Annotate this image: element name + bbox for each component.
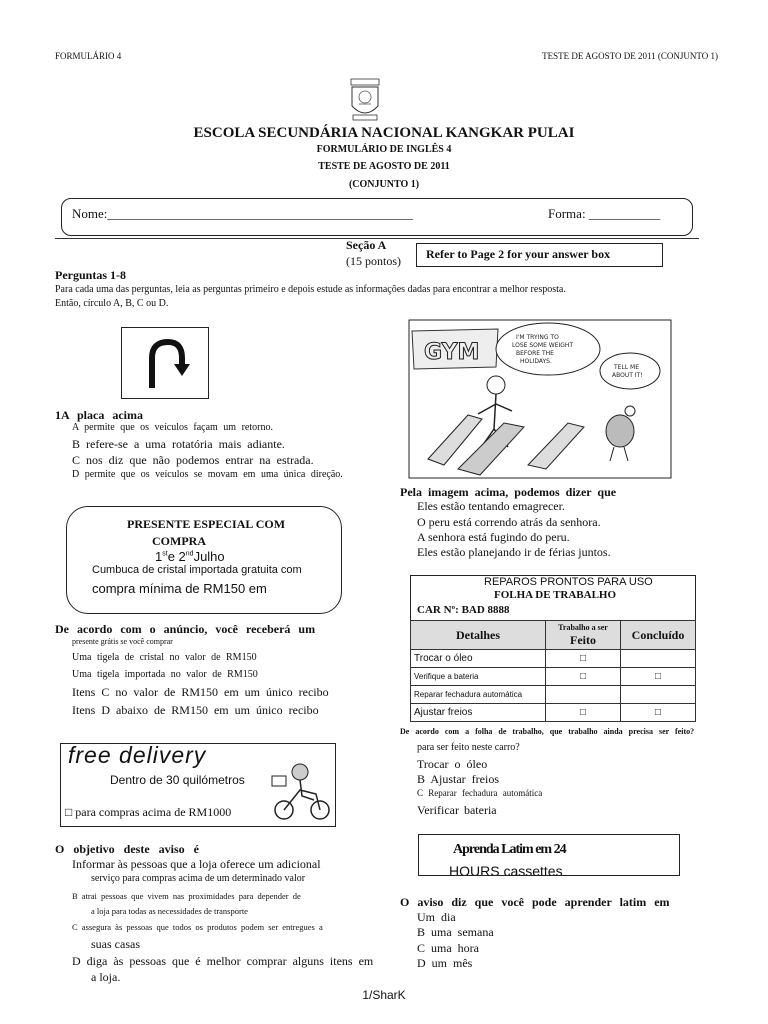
q6-option-a[interactable]: Um dia	[417, 910, 456, 924]
section-points: (15 pontos)	[346, 254, 401, 268]
q4-option-a[interactable]: Trocar o óleo	[417, 757, 488, 771]
set-title: (CONJUNTO 1)	[348, 179, 420, 190]
ad-line5: compra mínima de RM150 em	[92, 581, 267, 596]
delivery-line1: Dentro de 30 quilómetros	[110, 773, 245, 787]
q4-stem: De acordo com a folha de trabalho, que trabalho ainda precisa ser feito?	[400, 727, 695, 736]
ad-line1: PRESENTE ESPECIAL COM	[127, 517, 286, 531]
table-row: Trocar o óleo □	[411, 650, 696, 668]
table-row: Ajustar freios □ □	[411, 704, 696, 722]
q3-option-b[interactable]: Uma tigela importada no valor de RM150	[72, 669, 258, 680]
q3-option-c[interactable]: Itens C no valor de RM150 em um único recibo	[72, 685, 329, 699]
q4-option-b[interactable]: B Ajustar freios	[417, 772, 499, 786]
test-title: TESTE DE AGOSTO DE 2011	[318, 161, 450, 172]
svg-text:TELL ME: TELL ME	[614, 364, 640, 371]
q3-stem: De acordo com o anúncio, você receberá um	[55, 622, 316, 636]
header-right: TESTE DE AGOSTO DE 2011 (CONJUNTO 1)	[542, 51, 718, 61]
refer-text: Refer to Page 2 for your answer box	[426, 247, 611, 261]
q1-option-c[interactable]: C nos diz que não podemos entrar na estrada.	[72, 453, 314, 467]
q3-stem2: presente grátis se você comprar	[72, 637, 173, 646]
checkbox-icon: □	[621, 704, 696, 722]
table-row: Reparar fechadura automática	[411, 686, 696, 704]
section-title: Seção A	[346, 238, 387, 252]
name-field[interactable]: Nome:_______________________________________________	[72, 206, 413, 221]
checkbox-icon: □	[546, 650, 621, 668]
q5-option-b-cont: a loja para todas as necessidades de transporte	[91, 906, 248, 916]
q4-stem2: para ser feito neste carro?	[417, 742, 520, 753]
table-row: Verifique a bateria □ □	[411, 668, 696, 686]
jobsheet-title2: FOLHA DE TRABALHO	[494, 589, 617, 601]
q2-option-d[interactable]: Eles estão planejando ir de férias juntos.	[417, 545, 611, 559]
q6-option-b[interactable]: B uma semana	[417, 925, 494, 939]
form-field[interactable]: Forma: ___________	[548, 206, 661, 221]
q4-option-c[interactable]: C Reparar fechadura automática	[417, 788, 543, 798]
ad-line4: Cumbuca de cristal importada gratuita com	[92, 564, 302, 576]
latin-title: Aprenda Latim em 24	[453, 842, 566, 857]
col-to-do: Trabalho a ser Feito	[546, 621, 621, 650]
school-crest-icon	[349, 78, 381, 122]
school-name: ESCOLA SECUNDÁRIA NACIONAL KANGKAR PULAI	[193, 125, 575, 141]
q5-option-a[interactable]: Informar às pessoas que a loja oferece um adicional	[72, 857, 321, 871]
q5-option-c[interactable]: C assegura às pessoas que todos os produtos podem ser entregues a	[72, 922, 323, 932]
q1-option-a[interactable]: A permite que os veículos façam um retorno.	[72, 422, 273, 433]
svg-text:HOLIDAYS.: HOLIDAYS.	[520, 358, 552, 365]
delivery-title: free delivery	[68, 742, 207, 768]
ad-line2: COMPRA	[152, 534, 206, 548]
page-number: 1/SharK	[362, 988, 406, 1002]
q6-option-d[interactable]: D um mês	[417, 956, 473, 970]
q2-stem: Pela imagem acima, podemos dizer que	[400, 485, 617, 499]
jobsheet-car: CAR Nº: BAD 8888	[417, 604, 510, 616]
q2-option-c[interactable]: A senhora está fugindo do peru.	[417, 530, 570, 544]
delivery-line2: □ para compras acima de RM1000	[65, 805, 232, 819]
questions-heading: Perguntas 1-8	[55, 268, 126, 282]
checkbox-icon: □	[546, 668, 621, 686]
delivery-scooter-icon	[270, 760, 332, 822]
svg-text:ABOUT IT!: ABOUT IT!	[612, 372, 643, 379]
latin-line2: HOURS cassettes	[449, 863, 563, 876]
svg-text:BEFORE THE: BEFORE THE	[516, 350, 554, 357]
q5-stem: O objetivo deste aviso é	[55, 842, 199, 856]
col-details: Detalhes	[411, 621, 546, 650]
q2-option-a[interactable]: Eles estão tentando emagrecer.	[417, 499, 565, 513]
instructions-line1: Para cada uma das perguntas, leia as perguntas primeiro e depois estude as informações dadas para encontrar a melhor resposta.	[55, 284, 566, 295]
q6-stem: O aviso diz que você pode aprender latim em	[400, 895, 670, 909]
q5-option-c-cont: suas casas	[91, 937, 140, 951]
checkbox-icon: □	[65, 805, 73, 819]
latin-ad	[418, 834, 680, 876]
svg-text:I'M TRYING TO: I'M TRYING TO	[516, 334, 559, 341]
q3-option-a[interactable]: Uma tigela de cristal no valor de RM150	[72, 652, 257, 663]
q5-option-d-cont: a loja.	[91, 970, 121, 984]
jobsheet-table	[410, 620, 696, 722]
header-left: FORMULÁRIO 4	[55, 51, 122, 61]
q4-option-d[interactable]: Verificar bateria	[417, 803, 497, 817]
q5-option-a-cont: serviço para compras acima de um determinado valor	[91, 873, 306, 884]
jobsheet-title1: REPAROS PRONTOS PARA USO	[484, 576, 653, 588]
svg-text:LOSE SOME WEIGHT: LOSE SOME WEIGHT	[512, 342, 574, 349]
q3-option-d[interactable]: Itens D abaixo de RM150 em um único recibo	[72, 703, 319, 717]
q1-option-b[interactable]: B refere-se a uma rotatória mais adiante.	[72, 437, 285, 451]
u-turn-sign	[121, 327, 209, 399]
q5-option-d[interactable]: D diga às pessoas que é melhor comprar alguns itens em	[72, 954, 374, 968]
instructions-line2: Então, círculo A, B, C ou D.	[55, 298, 169, 309]
q6-option-c[interactable]: C uma hora	[417, 941, 479, 955]
gym-sign-text: GYM	[424, 340, 480, 365]
q2-option-b[interactable]: O peru está correndo atrás da senhora.	[417, 515, 601, 529]
form-title: FORMULÁRIO DE INGLÊS 4	[316, 144, 452, 155]
checkbox-icon: □	[546, 704, 621, 722]
col-done: Concluído	[621, 621, 696, 650]
q1-stem: 1A placa acima	[55, 408, 143, 422]
u-turn-arrow-icon	[122, 328, 208, 398]
ad-dates: 1ste 2ndJulho	[155, 549, 225, 564]
q5-option-b[interactable]: B atrai pessoas que vivem nas proximidades para depender de	[72, 891, 301, 901]
q1-option-d[interactable]: D permite que os veículos se movam em uma única direção.	[72, 469, 343, 480]
gym-cartoon	[408, 319, 672, 479]
checkbox-icon: □	[621, 668, 696, 686]
